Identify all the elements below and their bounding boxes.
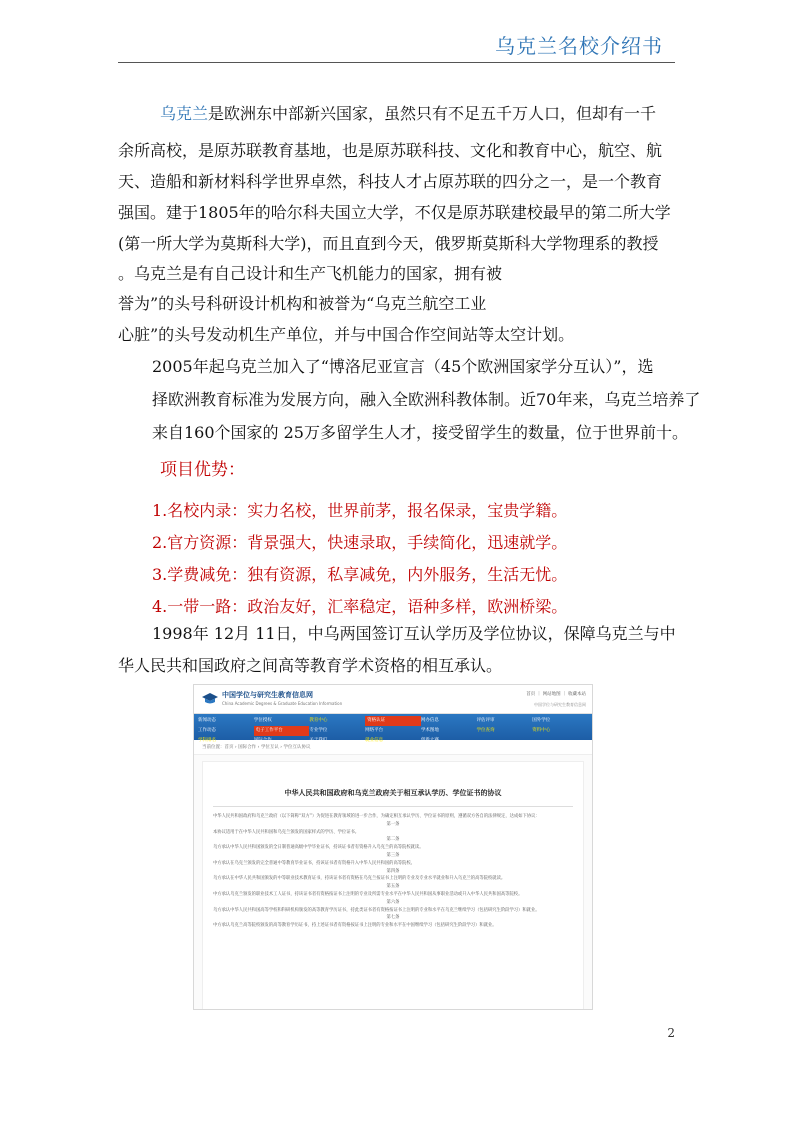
intro-line-8: 心脏”的头号发动机生产单位，并与中国合作空间站等太空计划。 [118, 325, 575, 344]
screenshot-paragraph: 乌方承认在中华人民共和国颁发的中等职业技术教育证书，持该证书者有资格在乌克兰按证书上注明的专业及专业水平就业和升入乌克兰的高等院校就读。 [213, 876, 506, 882]
agreement-screenshot [193, 684, 593, 1010]
screenshot-nav-item: 资料中心 [532, 728, 551, 733]
bologna-line-3: 来自160个国家的 25万多留学生人才，接受留学生的数量，位于世界前十。 [152, 423, 688, 442]
screenshot-top-sub: 中国学位与研究生教育信息网 [534, 702, 586, 707]
screenshot-doc-rule [213, 806, 573, 807]
screenshot-paragraph: 乌方承认中华人民共和国高等学校和科研机构颁发的高等教育学历证书，持此类证书者有资格按证书上注明的专业和水平在乌克兰继续学习（包括研究生阶段学习）和就业。 [213, 907, 540, 913]
intro-line-5: (第一所大学为莫斯科大学)，而且直到今天，俄罗斯莫斯科大学物理系的教授 [118, 234, 659, 253]
screenshot-paragraph: 中华人民共和国政府和乌克兰政府（以下简称“双方”）为促进在教育领域的进一步合作，为确定相互承认学历、学位证书的原则，遵循双方各自的法律规定，达成如下协议： [213, 814, 540, 819]
header-title: 乌克兰名校介绍书 [495, 34, 663, 58]
screenshot-nav-bar [194, 714, 592, 743]
screenshot-paragraph: 第一条 [386, 821, 400, 827]
screenshot-site-name: 中国学位与研究生教育信息网 [222, 691, 313, 699]
screenshot-site-name-en: China Academic Degrees & Graduate Education Information [222, 701, 343, 706]
screenshot-nav-item: 学术图地 [420, 728, 439, 733]
graduation-cap-icon [202, 692, 218, 706]
screenshot-nav-item: 创新大赛 [420, 738, 439, 743]
agreement-line-1: 1998年 12月 11日，中乌两国签订互认学历及学位协议，保障乌克兰与中 [152, 624, 676, 643]
intro-line-2: 余所高校，是原苏联教育基地，也是原苏联科技、文化和教育中心，航空、航 [118, 141, 663, 160]
screenshot-paragraph: 中方承认乌克兰颁发的职业技术工人证书，持该证书者有资格按证书上注明的专业及所需专业水平在中华人民共和国从事职业活动或升入中华人民共和国高等院校。 [213, 891, 523, 897]
screenshot-paragraph: 第三条 [386, 852, 400, 858]
advantage-item-3: 3.学费减免：独有资源，私享减免，内外服务，生活无忧。 [152, 565, 568, 584]
screenshot-paragraph: 本协议适用于在中华人民共和国和乌克兰颁发的国家样式的学历、学位证书。 [213, 829, 360, 835]
screenshot-nav-item: 资格认证 [365, 716, 421, 726]
screenshot-nav-item: 专业学位 [309, 728, 328, 733]
intro-lead: 乌克兰 [160, 104, 209, 123]
header-rule [118, 62, 675, 63]
screenshot-nav-item: 网办信息 [420, 718, 439, 723]
screenshot-document [202, 761, 584, 1010]
screenshot-doc-paragraphs [203, 813, 583, 930]
page-number: 2 [667, 1026, 675, 1040]
screenshot-nav-item: 教育中心 [309, 718, 328, 723]
advantage-item-1: 1.名校内录：实力名校，世界前茅，报名保录，宝贵学籍。 [152, 501, 568, 520]
screenshot-nav-item: 国际合作 [253, 738, 272, 743]
intro-line-4: 强国。建于1805年的哈尔科夫国立大学，不仅是原苏联建校最早的第二所大学 [118, 203, 671, 222]
screenshot-nav-item: 学位查询 [476, 728, 495, 733]
screenshot-nav-item: 网络平台 [365, 728, 384, 733]
intro-line-6: 。乌克兰是有自己设计和生产飞机能力的国家，拥有被 [118, 264, 503, 283]
advantage-item-4: 4.一带一路：政治友好，汇率稳定，语种多样，欧洲桥梁。 [152, 597, 568, 616]
screenshot-breadcrumb: 当前位置：首页 › 国际合作 › 学位互认 › 学位互认协议 [194, 740, 592, 755]
advantages-heading: 项目优势： [160, 460, 245, 480]
screenshot-paragraph: 第六条 [386, 899, 400, 905]
screenshot-nav-item: 就业信息 [365, 738, 384, 743]
screenshot-header [194, 685, 592, 714]
agreement-line-2: 华人民共和国政府之间高等教育学术资格的相互承认。 [118, 656, 503, 675]
screenshot-paragraph: 中方承认在乌克兰颁发的完全普通中等教育毕业证书，持该证书者有资格升入中华人民共和国的高等院校。 [213, 860, 415, 866]
screenshot-nav-item: 学科排名 [198, 738, 216, 743]
bologna-line-2: 择欧洲教育标准为发展方向，融入全欧洲科教体制。近70年来，乌克兰培养了 [152, 390, 701, 409]
intro-line-7: 誉为”的头号科研设计机构和被誉为“乌克兰航空工业 [118, 294, 487, 313]
screenshot-paragraph: 第五条 [386, 884, 400, 890]
intro-line-1-text: 是欧洲东中部新兴国家，虽然只有不足五千万人口，但却有一千 [208, 104, 657, 123]
screenshot-nav-item: 国外学位 [532, 718, 551, 723]
screenshot-paragraph: 第四条 [386, 868, 400, 874]
intro-line-3: 天、造船和新材料科学世界卓然，科技人才占原苏联的四分之一，是一个教育 [118, 172, 663, 191]
screenshot-paragraph: 乌方承认中华人民共和国颁发的全日制普通高级中学毕业证书，持该证书者有资格升入乌克兰的高等院校就读。 [213, 845, 424, 851]
screenshot-nav-item: 新闻动态 [198, 718, 216, 723]
screenshot-paragraph: 第二条 [386, 837, 400, 843]
screenshot-nav-item: 关于我们 [309, 738, 328, 743]
intro-line-1 [160, 104, 656, 124]
screenshot-nav-item: 学位授权 [253, 718, 272, 723]
screenshot-nav-item: 评估评审 [476, 718, 495, 723]
screenshot-nav-item: 工作动态 [198, 728, 216, 733]
screenshot-paragraph: 第七条 [386, 915, 400, 921]
advantage-item-2: 2.官方资源：背景强大，快速录取，手续简化，迅速就学。 [152, 533, 568, 552]
screenshot-nav-item: 电子工作平台 [254, 726, 310, 736]
screenshot-doc-title: 中华人民共和国政府和乌克兰政府关于相互承认学历、学位证书的协议 [284, 789, 502, 797]
screenshot-top-links: 首页 ｜ 网站地图 ｜ 收藏本站 [526, 692, 586, 697]
screenshot-paragraph: 中方承认乌克兰高等院校颁发的高等教育学历证书，持上述证书者有资格按证书上注明的专业和水平在中国继续学习（包括研究生阶段学习）和就业。 [213, 923, 497, 929]
bologna-line-1: 2005年起乌克兰加入了“博洛尼亚宣言（45个欧洲国家学分互认）”，选 [152, 357, 654, 376]
